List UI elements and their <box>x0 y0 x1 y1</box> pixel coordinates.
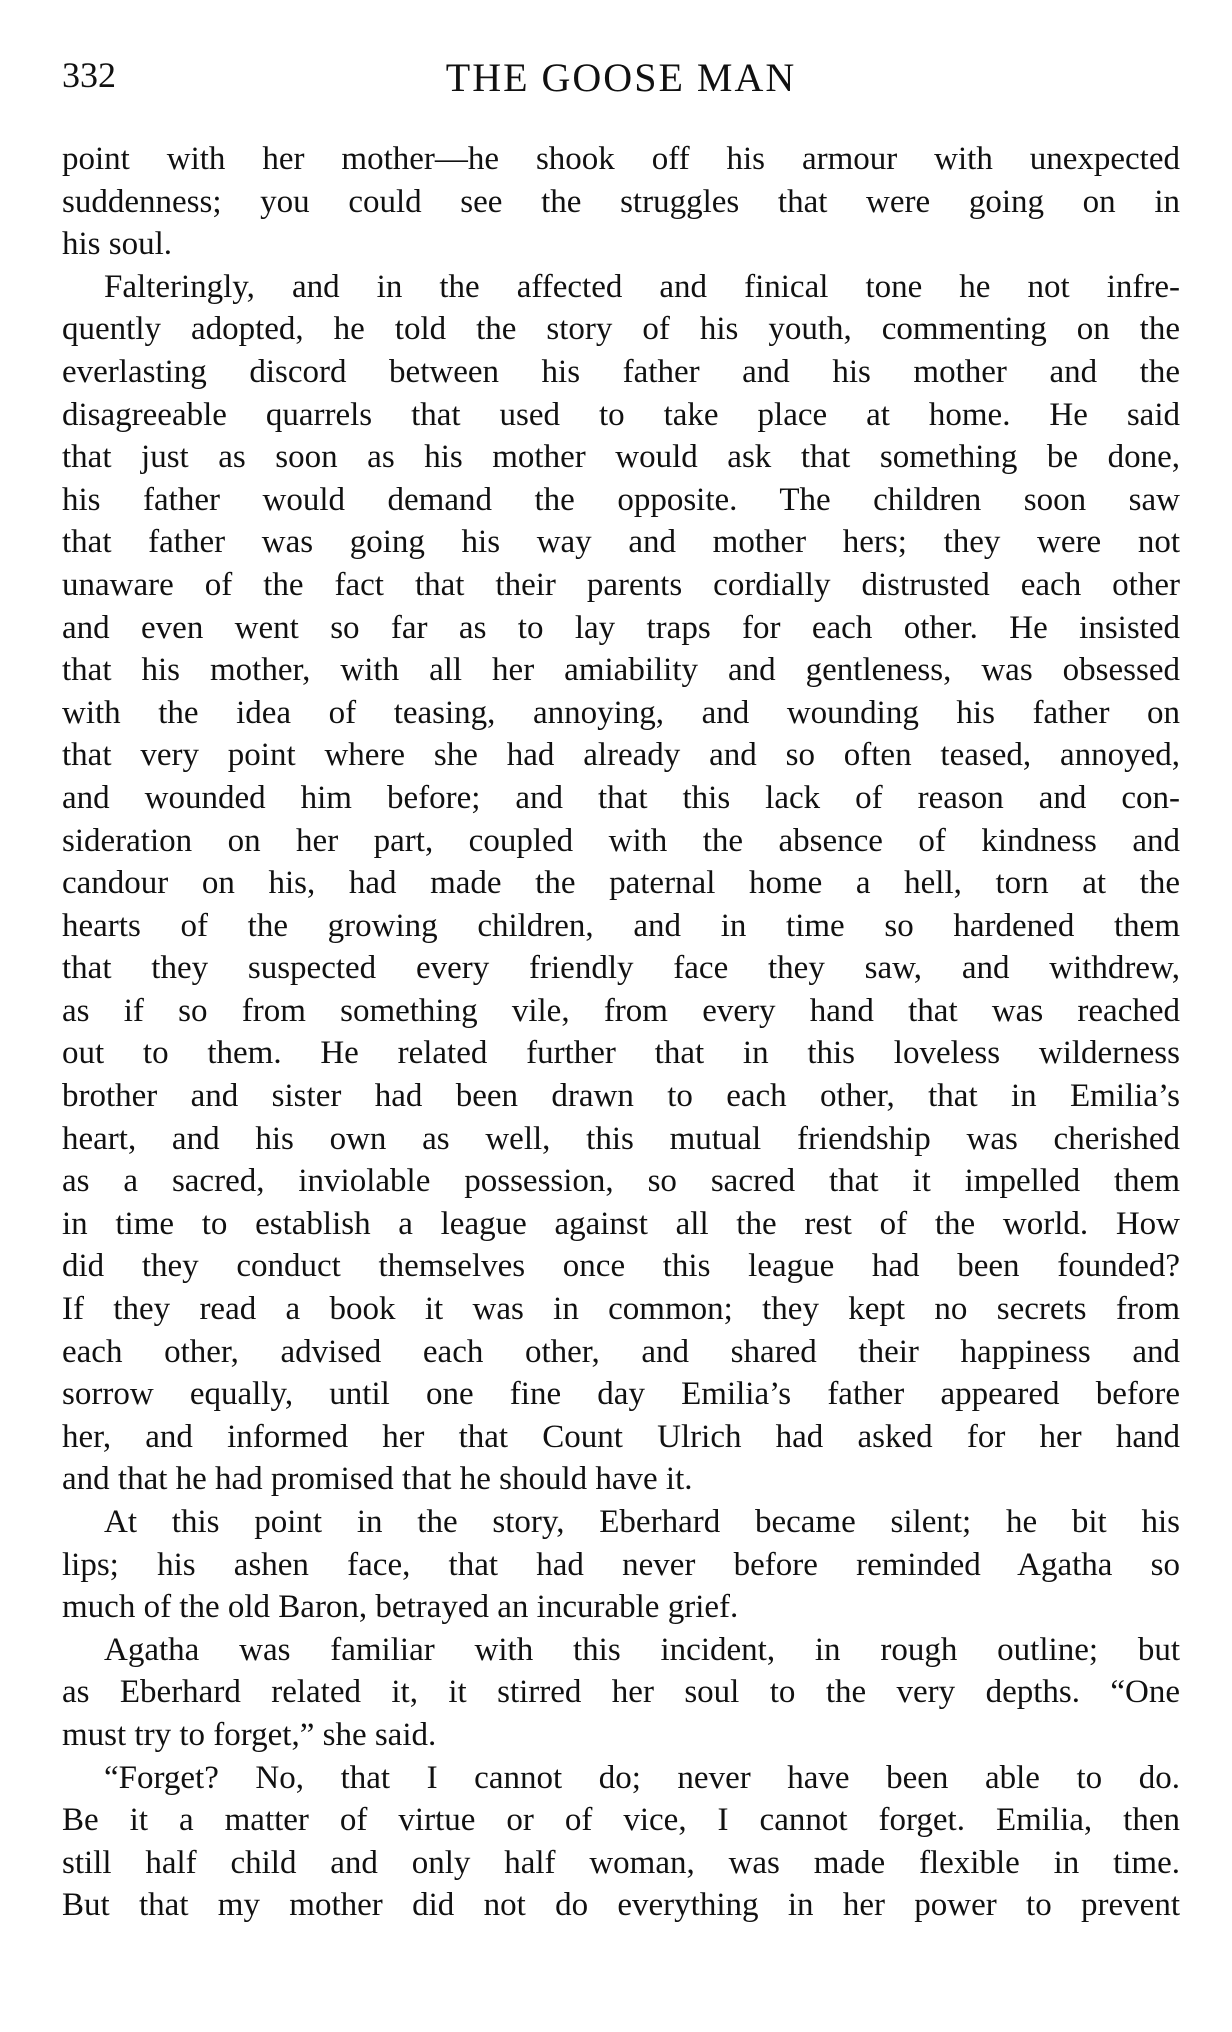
text-line: as a sacred, inviolable possession, so sacred that it impelled them <box>62 1163 1180 1200</box>
text-line: that they suspected every friendly face they saw, and withdrew, <box>62 950 1180 987</box>
text-line: quently adopted, he told the story of his youth, commenting on the <box>62 311 1180 348</box>
text-line: his soul. <box>62 226 173 263</box>
text-line: disagreeable quarrels that used to take place at home. He said <box>62 396 1180 433</box>
text-line: much of the old Baron, betrayed an incurable grief. <box>62 1589 739 1626</box>
text-line: did they conduct themselves once this league had been founded? <box>62 1248 1180 1285</box>
text-line: with the idea of teasing, annoying, and wounding his father on <box>62 694 1180 731</box>
text-line: “Forget? No, that I cannot do; never have been able to do. <box>104 1759 1180 1796</box>
text-line: and even went so far as to lay traps for each other. He insisted <box>62 609 1180 646</box>
text-line: in time to establish a league against all the rest of the world. How <box>62 1205 1180 1242</box>
text-line: as Eberhard related it, it stirred her soul to the very depths. “One <box>62 1674 1180 1711</box>
text-line: as if so from something vile, from every hand that was reached <box>62 992 1180 1029</box>
text-line: everlasting discord between his father and his mother and the <box>62 353 1180 390</box>
text-line: heart, and his own as well, this mutual friendship was cherished <box>62 1120 1180 1157</box>
text-line: brother and sister had been drawn to each other, that in Emilia’s <box>62 1078 1180 1115</box>
text-line: that very point where she had already and so often teased, annoyed, <box>62 737 1180 774</box>
text-line: point with her mother—he shook off his armour with unexpected <box>62 141 1180 177</box>
text-line: each other, advised each other, and shared their happiness and <box>62 1333 1180 1370</box>
text-line: candour on his, had made the paternal home a hell, torn at the <box>62 865 1180 902</box>
text-line: But that my mother did not do everything in her power to prevent <box>62 1887 1180 1924</box>
text-line: Falteringly, and in the affected and finical tone he not infre- <box>104 268 1180 305</box>
text-line: must try to forget,” she said. <box>62 1716 437 1753</box>
text-line: Be it a matter of virtue or of vice, I cannot forget. Emilia, then <box>62 1802 1180 1839</box>
text-line: still half child and only half woman, was made flexible in time. <box>62 1844 1180 1881</box>
text-line: her, and informed her that Count Ulrich had asked for her hand <box>62 1418 1180 1455</box>
page-body-text <box>62 138 1180 1927</box>
text-line: that just as soon as his mother would ask that something be done, <box>62 439 1180 476</box>
text-line: sideration on her part, coupled with the absence of kindness and <box>62 822 1180 859</box>
text-line: At this point in the story, Eberhard became silent; he bit his <box>104 1504 1180 1540</box>
text-line: unaware of the fact that their parents cordially distrusted each other <box>62 566 1180 603</box>
text-line: and wounded him before; and that this lack of reason and con- <box>62 779 1180 816</box>
running-header <box>62 54 1180 104</box>
text-line: his father would demand the opposite. The children soon saw <box>62 481 1180 518</box>
text-line: suddenness; you could see the struggles that were going on in <box>62 183 1180 220</box>
running-title: THE GOOSE MAN <box>445 55 797 100</box>
text-line: If they read a book it was in common; they kept no secrets from <box>62 1291 1180 1328</box>
text-line: that his mother, with all her amiability and gentleness, was obsessed <box>62 652 1180 689</box>
text-line: that father was going his way and mother hers; they were not <box>62 524 1180 561</box>
text-line: sorrow equally, until one fine day Emilia’s father appeared before <box>62 1376 1180 1413</box>
text-line: and that he had promised that he should have it. <box>62 1461 693 1498</box>
text-line: out to them. He related further that in this loveless wilderness <box>62 1035 1180 1072</box>
text-line: Agatha was familiar with this incident, in rough outline; but <box>104 1631 1180 1668</box>
text-line: lips; his ashen face, that had never before reminded Agatha so <box>62 1546 1180 1583</box>
page-number: 332 <box>62 55 116 95</box>
text-line: hearts of the growing children, and in time so hardened them <box>62 907 1180 944</box>
